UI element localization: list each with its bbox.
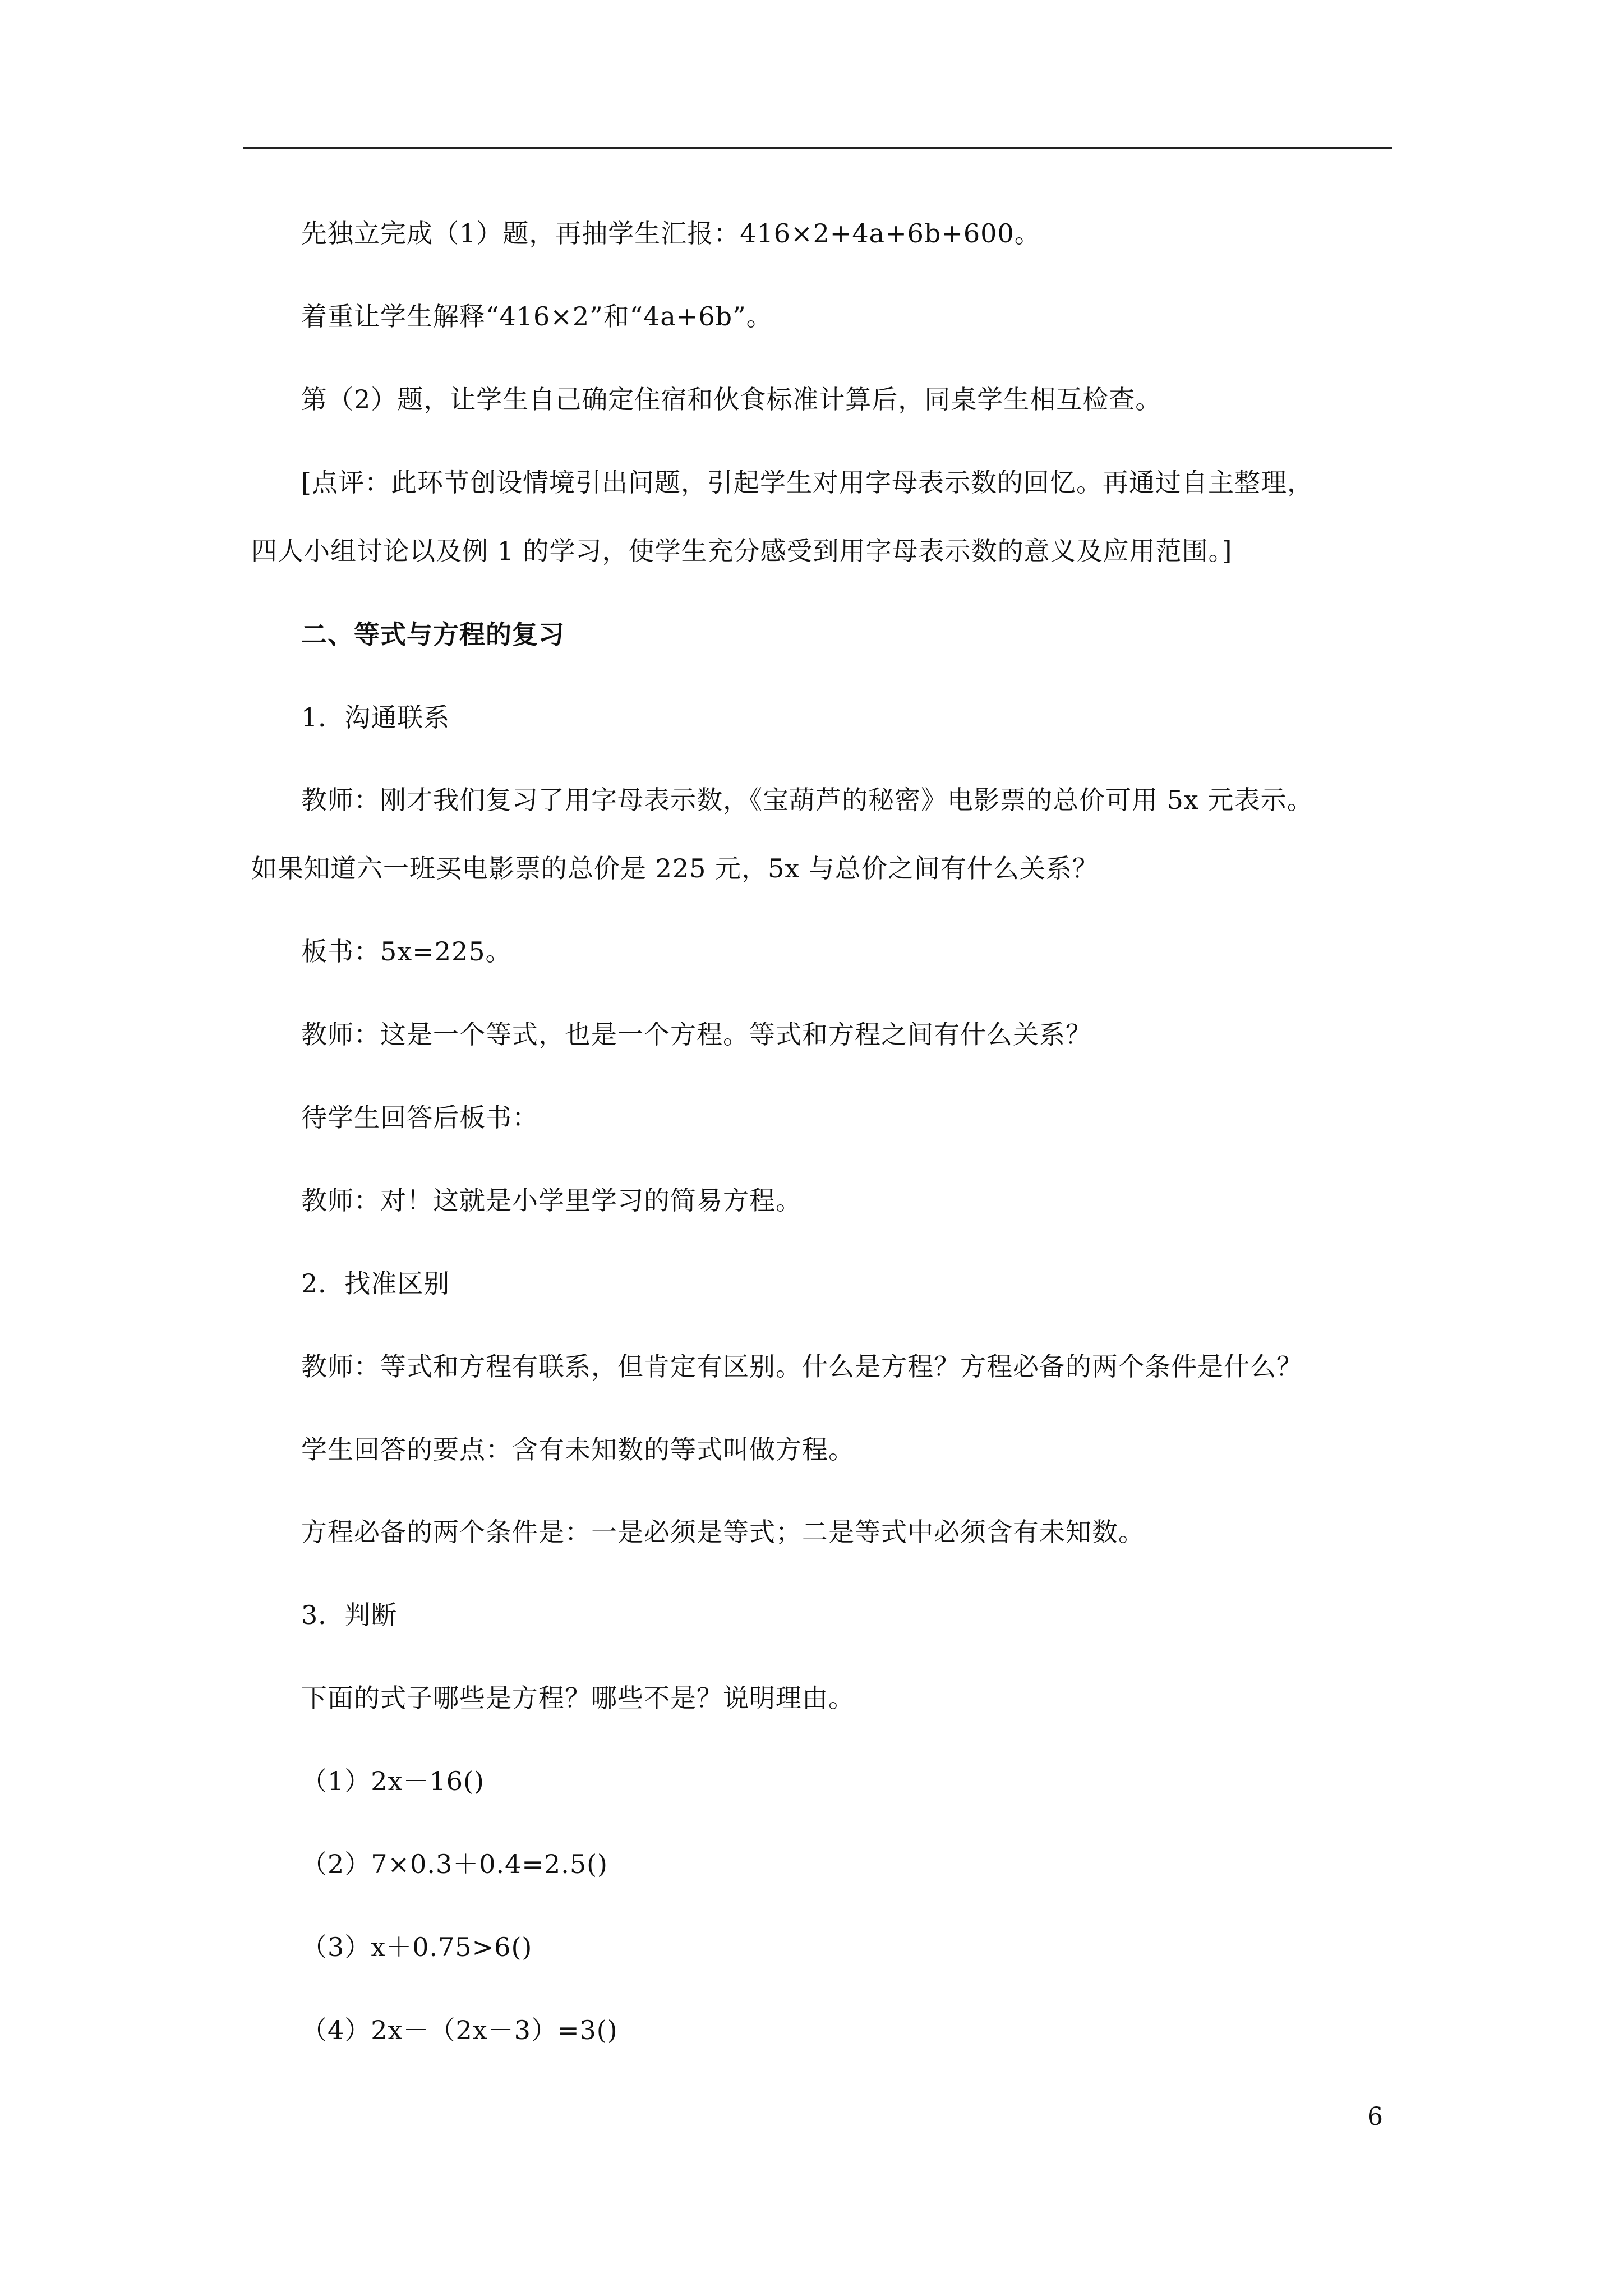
exercise-1: （1）2x－16() xyxy=(301,1766,485,1796)
exercise-2: （2）7×0.3＋0.4=2.5() xyxy=(301,1849,608,1879)
exercise-3: （3）x＋0.75>6() xyxy=(301,1932,533,1962)
board-text: 板书：5x=225。 xyxy=(301,936,512,967)
text-line-5: 如果知道六一班买电影票的总价是 225 元，5x 与总价之间有什么关系？ xyxy=(251,853,1099,884)
exercise-4: （4）2x－（2x－3）=3() xyxy=(301,2015,618,2045)
text-line-12: 下面的式子哪些是方程？哪些不是？说明理由。 xyxy=(301,1683,855,1713)
text-line-6: 教师：这是一个等式，也是一个方程。等式和方程之间有什么关系？ xyxy=(301,1019,1092,1050)
section-heading: 二、等式与方程的复习 xyxy=(301,619,565,650)
subheading-2: 2．找准区别 xyxy=(301,1268,450,1299)
text-line-4: 教师：刚才我们复习了用字母表示数，《宝葫芦的秘密》电影票的总价可用 5x 元表示。 xyxy=(301,785,1313,815)
text-line-11: 方程必备的两个条件是：一是必须是等式；二是等式中必须含有未知数。 xyxy=(301,1517,1145,1547)
text-line-8: 教师：对！这就是小学里学习的简易方程。 xyxy=(301,1185,802,1216)
text-line-10: 学生回答的要点：含有未知数的等式叫做方程。 xyxy=(301,1434,855,1465)
header-rule xyxy=(243,147,1392,149)
page-number: 6 xyxy=(1367,2102,1383,2131)
subheading-1: 1．沟通联系 xyxy=(301,702,450,733)
text-line-3: 第（2）题，让学生自己确定住宿和伙食标准计算后，同桌学生相互检查。 xyxy=(301,384,1162,415)
text-line-2: 着重让学生解释“416×2”和“4a+6b”。 xyxy=(301,301,773,332)
comment-line-2: 四人小组讨论以及例 1 的学习，使学生充分感受到用字母表示数的意义及应用范围。] xyxy=(251,536,1233,566)
comment-line-1: [点评：此环节创设情境引出问题，引起学生对用字母表示数的回忆。再通过自主整理， xyxy=(301,467,1313,498)
text-line-7: 待学生回答后板书： xyxy=(301,1102,538,1133)
text-line-1: 先独立完成（1）题，再抽学生汇报：416×2+4a+6b+600。 xyxy=(301,218,1041,249)
subheading-3: 3．判断 xyxy=(301,1600,398,1630)
text-line-9: 教师：等式和方程有联系，但肯定有区别。什么是方程？方程必备的两个条件是什么？ xyxy=(301,1351,1303,1382)
